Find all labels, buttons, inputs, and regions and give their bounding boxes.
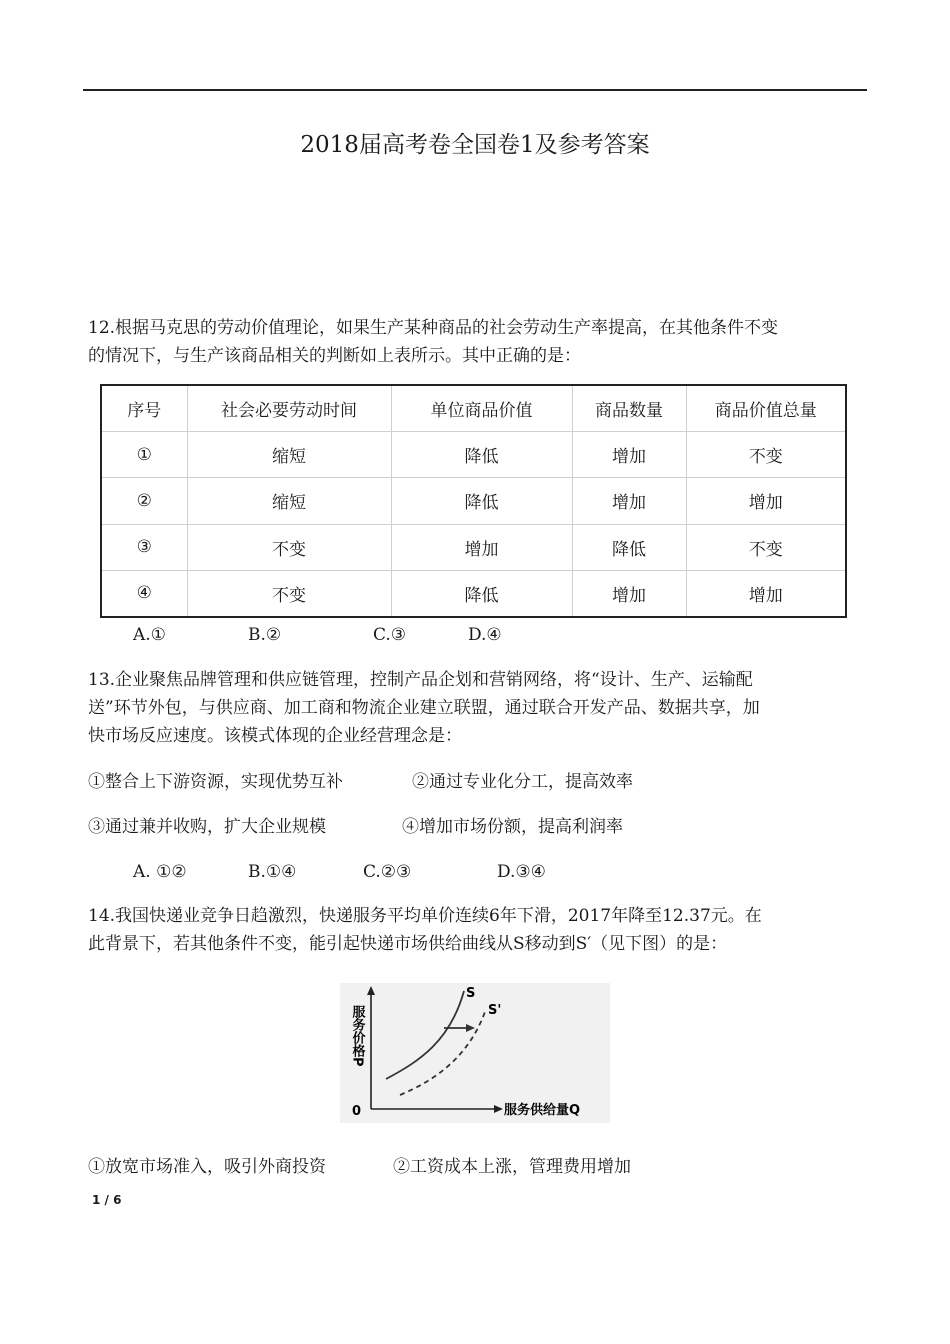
table-cell: 增加	[572, 432, 686, 478]
q12-option-c: C.③	[373, 625, 407, 645]
table-cell: ④	[101, 570, 187, 617]
q13-option-b: B.①④	[248, 862, 297, 882]
q13-option-a: A. ①②	[133, 862, 187, 882]
table-header-row	[101, 385, 846, 432]
header-rule	[83, 89, 867, 91]
table-header-cell: 单位商品价值	[391, 385, 572, 432]
q14-choice-2: ②工资成本上涨，管理费用增加	[393, 1157, 631, 1177]
table-cell: 不变	[686, 432, 846, 478]
q14-stem-line2: 此背景下，若其他条件不变，能引起快递市场供给曲线从S移动到S′（见下图）的是：	[88, 934, 728, 954]
table-header-cell: 序号	[101, 385, 187, 432]
table-cell: 不变	[686, 524, 846, 570]
table-cell: ③	[101, 524, 187, 570]
q13-option-c: C.②③	[363, 862, 412, 882]
origin-label: 0	[352, 1104, 362, 1119]
table-cell: 增加	[686, 570, 846, 617]
table-cell: 增加	[686, 478, 846, 524]
table-cell: 增加	[572, 478, 686, 524]
table-cell: 降低	[572, 524, 686, 570]
q13-choice-3: ③通过兼并收购，扩大企业规模	[88, 817, 326, 837]
q12-option-b: B.②	[248, 625, 282, 645]
table-header-cell: 社会必要劳动时间	[187, 385, 391, 432]
x-axis-label: 服务供给量Q	[504, 1103, 581, 1118]
page-number: 1 / 6	[92, 1193, 122, 1207]
table-cell: ②	[101, 478, 187, 524]
graph-background	[340, 983, 610, 1123]
q12-stem-line2: 的情况下，与生产该商品相关的判断如上表所示。其中正确的是：	[88, 346, 581, 366]
table-cell: 缩短	[187, 478, 391, 524]
q14-stem-line1: 14.我国快递业竞争日趋激烈，快递服务平均单价连续6年下滑，2017年降至12.37元。在	[88, 906, 762, 926]
table-cell: 缩短	[187, 432, 391, 478]
table-cell: ①	[101, 432, 187, 478]
table-cell: 降低	[391, 432, 572, 478]
table-cell: 增加	[572, 570, 686, 617]
q13-choice-4: ④增加市场份额，提高利润率	[402, 817, 623, 837]
page-title: 2018届高考卷全国卷1及参考答案	[300, 132, 650, 158]
table-cell: 降低	[391, 478, 572, 524]
table-row	[101, 432, 846, 478]
table-cell: 降低	[391, 570, 572, 617]
table-header-cell: 商品数量	[572, 385, 686, 432]
curve-s-prime-label: S'	[488, 1003, 502, 1018]
q12-option-d: D.④	[468, 625, 502, 645]
q13-choice-1: ①整合上下游资源，实现优势互补	[88, 772, 343, 792]
table-row	[101, 524, 846, 570]
q14-choice-1: ①放宽市场准入，吸引外商投资	[88, 1157, 326, 1177]
curve-s-label: S	[466, 986, 476, 1001]
q12-table	[100, 384, 847, 618]
table-row	[101, 478, 846, 524]
q13-option-d: D.③④	[497, 862, 546, 882]
q13-stem-line3: 快市场反应速度。该模式体现的企业经营理念是：	[88, 726, 462, 746]
table-cell: 不变	[187, 570, 391, 617]
q12-option-a: A.①	[133, 625, 166, 645]
q12-stem-line1: 12.根据马克思的劳动价值理论，如果生产某种商品的社会劳动生产率提高，在其他条件不变	[88, 318, 779, 338]
table-header-cell: 商品价值总量	[686, 385, 846, 432]
q13-stem-line1: 13.企业聚焦品牌管理和供应链管理，控制产品企划和营销网络，将“设计、生产、运输配	[88, 670, 753, 690]
table-row	[101, 570, 846, 617]
q13-choice-2: ②通过专业化分工，提高效率	[412, 772, 633, 792]
supply-curve-graph	[340, 983, 610, 1123]
table-cell: 增加	[391, 524, 572, 570]
q13-stem-line2: 送”环节外包，与供应商、加工商和物流企业建立联盟，通过联合开发产品、数据共享，加	[88, 698, 760, 718]
table-cell: 不变	[187, 524, 391, 570]
y-axis-label: 服务价格P	[349, 1005, 365, 1067]
